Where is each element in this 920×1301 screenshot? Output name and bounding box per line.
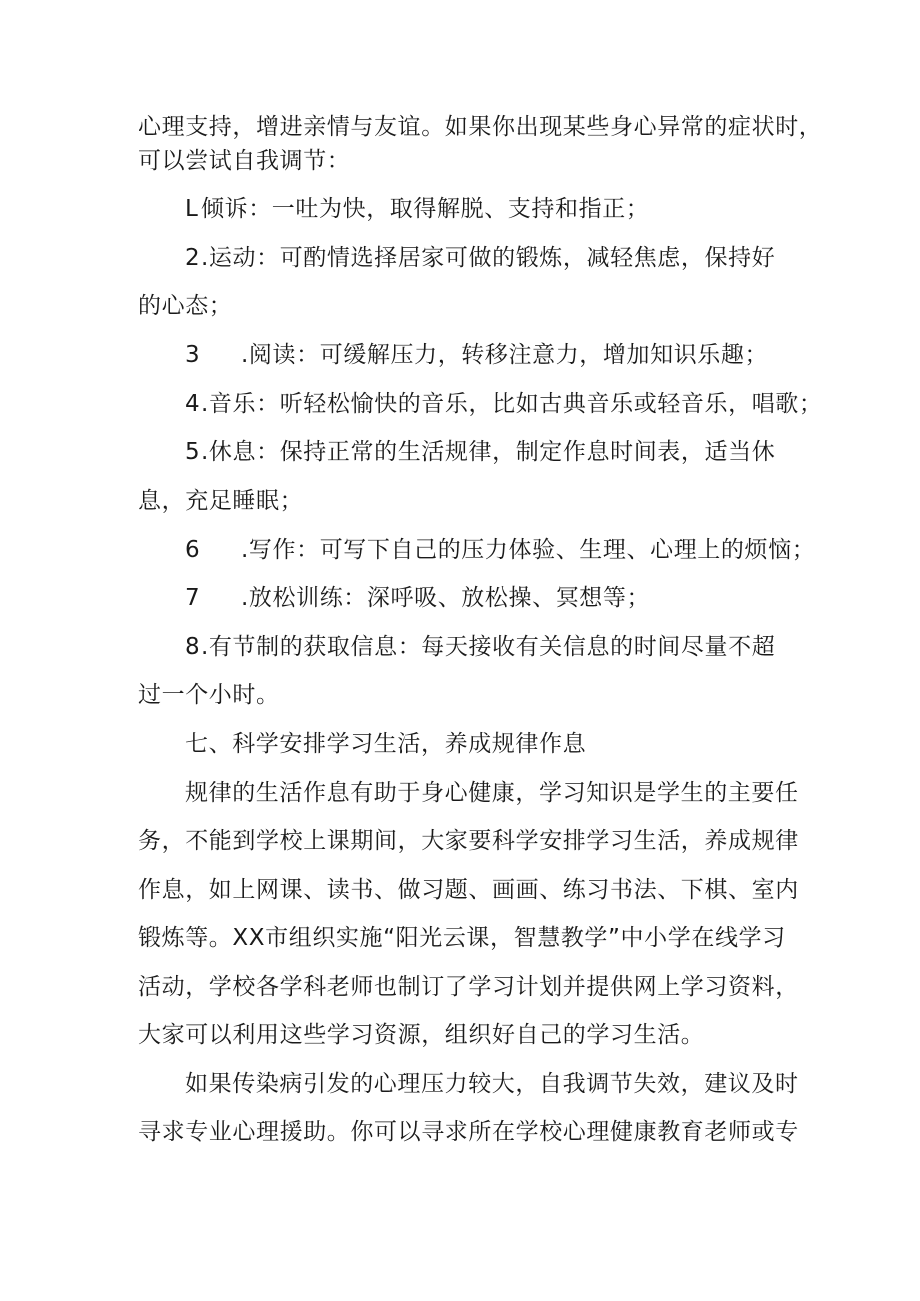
tip-item-2-continuation: 的心态； [138,293,233,319]
tip-number: 3 [185,342,201,368]
tip-item-3 [185,340,768,370]
tip-item-1 [185,194,649,224]
tip-number: 8 [185,634,201,660]
tip-number: L [185,196,199,222]
tip-item-8-continuation: 过一个小时。 [138,682,280,708]
tip-number: 5 [185,439,201,465]
tip-item-8 [185,632,775,662]
paragraph-1-line: 务，不能到学校上课期间，大家要科学安排学习生活，养成规律 [138,828,799,854]
tip-item-5-continuation: 息，充足睡眠； [138,488,304,514]
tip-text: .有节制的获取信息：每天接收有关信息的时间尽量不超 [201,634,776,660]
tip-text: .阅读：可缓解压力，转移注意力，增加知识乐趣； [241,342,769,368]
tip-item-5 [185,437,775,467]
paragraph-1-line: 锻炼等。XX市组织实施“阳光云课，智慧教学”中小学在线学习 [138,925,786,951]
tip-number: 7 [185,585,201,611]
paragraph-2-line: 如果传染病引发的心理压力较大，自我调节失效，建议及时 [185,1071,799,1097]
paragraph-1-line: 规律的生活作息有助于身心健康，学习知识是学生的主要任 [185,780,799,806]
section-heading: 七、科学安排学习生活，养成规律作息 [185,731,587,757]
paragraph-1-line: 大家可以利用这些学习资源，组织好自己的学习生活。 [138,1022,705,1048]
tip-number: 2 [185,245,201,271]
tip-text: .运动：可酌情选择居家可做的锻炼，减轻焦虑，保持好 [201,245,776,271]
tip-item-6 [185,535,815,565]
intro-line-1: 心理支持，增进亲情与友谊。如果你出现某些身心异常的症状时， [138,114,823,140]
tip-number: 6 [185,537,201,563]
tip-text: .休息：保持正常的生活规律，制定作息时间表，适当休 [201,439,776,465]
tip-number: 4 [185,391,201,417]
tip-item-4 [185,389,823,419]
tip-text: .放松训练：深呼吸、放松操、冥想等； [241,585,651,611]
tip-text: .音乐：听轻松愉快的音乐，比如古典音乐或轻音乐，唱歌； [201,391,823,417]
paragraph-1-line: 活动，学校各学科老师也制订了学习计划并提供网上学习资料， [138,974,799,1000]
tip-item-7 [185,583,650,613]
tip-item-2 [185,243,775,273]
tip-text: 倾诉：一吐为快，取得解脱、支持和指正； [201,196,650,222]
intro-line-2: 可以尝试自我调节： [138,148,351,174]
paragraph-1-line: 作息，如上网课、读书、做习题、画画、练习书法、下棋、室内 [138,877,799,903]
paragraph-2-line: 寻求专业心理援助。你可以寻求所在学校心理健康教育老师或专 [138,1119,799,1145]
tip-text: .写作：可写下自己的压力体验、生理、心理上的烦恼； [241,537,816,563]
